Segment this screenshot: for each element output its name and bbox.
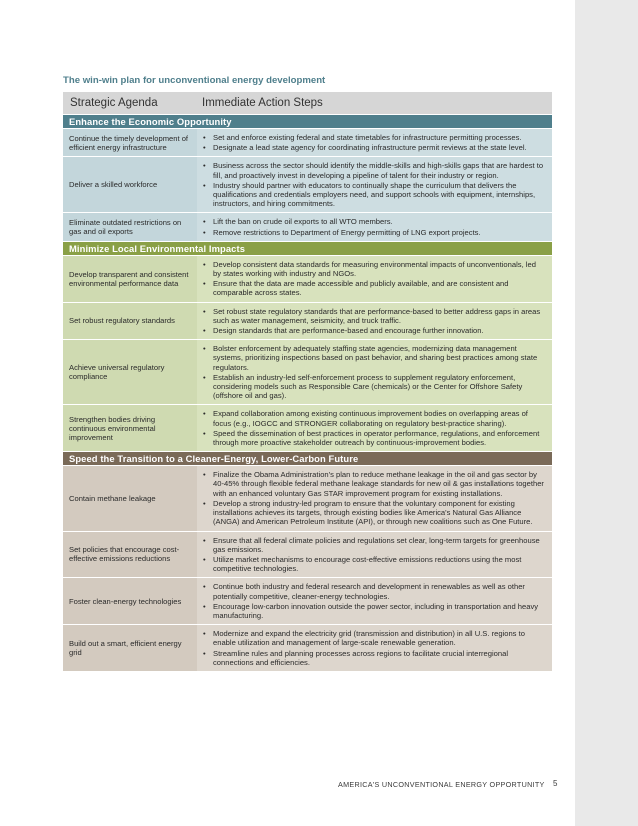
action-steps (197, 466, 552, 531)
action-step-list (202, 260, 546, 298)
action-step: • Ensure that the data are made accessible and publicly available, and are consistent and comparable across states. (202, 279, 546, 297)
action-step: • Designate a lead state agency for coordinating infrastructure permit reviews at the state level. (202, 143, 546, 152)
table-row (63, 157, 552, 213)
table-row (63, 302, 552, 340)
strategic-objective: Build out a smart, efficient energy grid (63, 625, 197, 671)
action-steps (197, 302, 552, 340)
action-step-list (202, 161, 546, 208)
action-steps (197, 531, 552, 578)
action-steps (197, 578, 552, 625)
action-step-list (202, 409, 546, 447)
action-step-list (202, 536, 546, 574)
action-step: • Establish an industry-led self-enforcement process to supplement regulatory enforcement, considering models such as Responsible Care (chemicals) or the Center for Offshore Safety (offshore oil and gas). (202, 373, 546, 401)
action-step: • Set robust state regulatory standards that are performance-based to better address gaps in areas such as water management, seismicity, and truck traffic. (202, 307, 546, 325)
action-step-list (202, 470, 546, 526)
action-step: • Streamline rules and planning processes across regions to facilitate crucial interregional connections and efficiencies. (202, 649, 546, 667)
action-step: • Ensure that all federal climate policies and regulations set clear, long-term targets for greenhouse gas emissions. (202, 536, 546, 554)
table-row (63, 578, 552, 625)
action-step: • Develop consistent data standards for measuring environmental impacts of unconventionals, led by states working with industry and NGOs. (202, 260, 546, 278)
action-step: • Modernize and expand the electricity grid (transmission and distribution) in all U.S. regions to enable utilization and management of large-scale renewable generation. (202, 629, 546, 647)
action-step: • Industry should partner with educators to continually shape the curriculum that delivers the qualifications and credentials employers need, and support schools with equipment, internships, instructors, and hiring commitments. (202, 181, 546, 209)
action-step: • Utilize market mechanisms to encourage cost-effective emissions reductions using the most competitive technologies. (202, 555, 546, 573)
strategic-objective: Eliminate outdated restrictions on gas and oil exports (63, 213, 197, 241)
action-step: • Encourage low-carbon innovation outside the power sector, including in transportation and heavy manufacturing. (202, 602, 546, 620)
table-header-row (63, 92, 552, 115)
action-step: • Bolster enforcement by adequately staffing state agencies, modernizing data management systems, prioritizing inspections based on past behavior, and sharing best practices among state regulators. (202, 344, 546, 372)
action-step-list (202, 344, 546, 400)
strategic-objective: Contain methane leakage (63, 466, 197, 531)
action-step: • Develop a strong industry-led program to ensure that the voluntary component for existing installations achieves its targets, through existing bodies like America's Natural Gas Alliance (ANGA) and American Petroleum Institute (API), or through new coalitions such as One Future. (202, 499, 546, 527)
action-plan-table (63, 91, 552, 671)
table-row (63, 255, 552, 302)
action-step: • Remove restrictions to Department of Energy permitting of LNG export projects. (202, 228, 546, 237)
action-step-list (202, 307, 546, 336)
table-row (63, 405, 552, 452)
action-step: • Finalize the Obama Administration's plan to reduce methane leakage in the oil and gas sector by 40-45% through flexible federal methane leakage standards for new oil & gas installations together with an enhanced voluntary Gas STAR improvement program for existing installations. (202, 470, 546, 498)
table-row (63, 213, 552, 241)
footer-publication-title: AMERICA'S UNCONVENTIONAL ENERGY OPPORTUNITY (338, 780, 545, 789)
section-heading: Speed the Transition to a Cleaner-Energy, Lower-Carbon Future (63, 452, 552, 466)
strategic-objective: Achieve universal regulatory compliance (63, 340, 197, 405)
page-number: 5 (553, 779, 558, 788)
action-step: • Continue both industry and federal research and development in renewables as well as other potentially competitive, cleaner-energy technologies. (202, 582, 546, 600)
header-immediate-action-steps: Immediate Action Steps (197, 92, 552, 115)
section-heading-row (63, 241, 552, 255)
section-heading: Minimize Local Environmental Impacts (63, 241, 552, 255)
action-steps (197, 340, 552, 405)
header-strategic-agenda: Strategic Agenda (63, 92, 197, 115)
action-step: • Lift the ban on crude oil exports to all WTO members. (202, 217, 546, 226)
strategic-objective: Continue the timely development of efficient energy infrastructure (63, 129, 197, 157)
strategic-objective: Set policies that encourage cost-effective emissions reductions (63, 531, 197, 578)
table-row (63, 340, 552, 405)
section-heading: Enhance the Economic Opportunity (63, 115, 552, 129)
table-row (63, 531, 552, 578)
table-row (63, 625, 552, 671)
strategic-objective: Strengthen bodies driving continuous environmental improvement (63, 405, 197, 452)
strategic-objective: Set robust regulatory standards (63, 302, 197, 340)
page-side-band (575, 0, 638, 826)
action-step: • Set and enforce existing federal and state timetables for infrastructure permitting processes. (202, 133, 546, 142)
section-heading-row (63, 115, 552, 129)
action-step: • Speed the dissemination of best practices in operator performance, regulations, and enforcement through more proactive stakeholder outreach by continuous-improvement bodies. (202, 429, 546, 447)
table-row (63, 466, 552, 531)
action-step-list (202, 217, 546, 236)
action-step: • Expand collaboration among existing continuous improvement bodies on overlapping areas of focus (e.g., IOGCC and STRONGER collaborating on regulatory best-practice sharing). (202, 409, 546, 427)
table-row (63, 129, 552, 157)
action-steps (197, 405, 552, 452)
action-step-list (202, 629, 546, 667)
action-steps (197, 213, 552, 241)
figure-title: The win-win plan for unconventional energy development (63, 75, 326, 86)
strategic-objective: Develop transparent and consistent environmental performance data (63, 255, 197, 302)
action-step: • Business across the sector should identify the middle-skills and high-skills gaps that are hardest to fill, and proactively invest in developing a pipeline of talent for their industry or region. (202, 161, 546, 179)
action-steps (197, 255, 552, 302)
action-step: • Design standards that are performance-based and encourage further innovation. (202, 326, 546, 335)
strategic-objective: Deliver a skilled workforce (63, 157, 197, 213)
action-steps (197, 129, 552, 157)
strategic-objective: Foster clean-energy technologies (63, 578, 197, 625)
action-steps (197, 625, 552, 671)
action-step-list (202, 582, 546, 620)
action-step-list (202, 133, 546, 152)
section-heading-row (63, 452, 552, 466)
action-steps (197, 157, 552, 213)
